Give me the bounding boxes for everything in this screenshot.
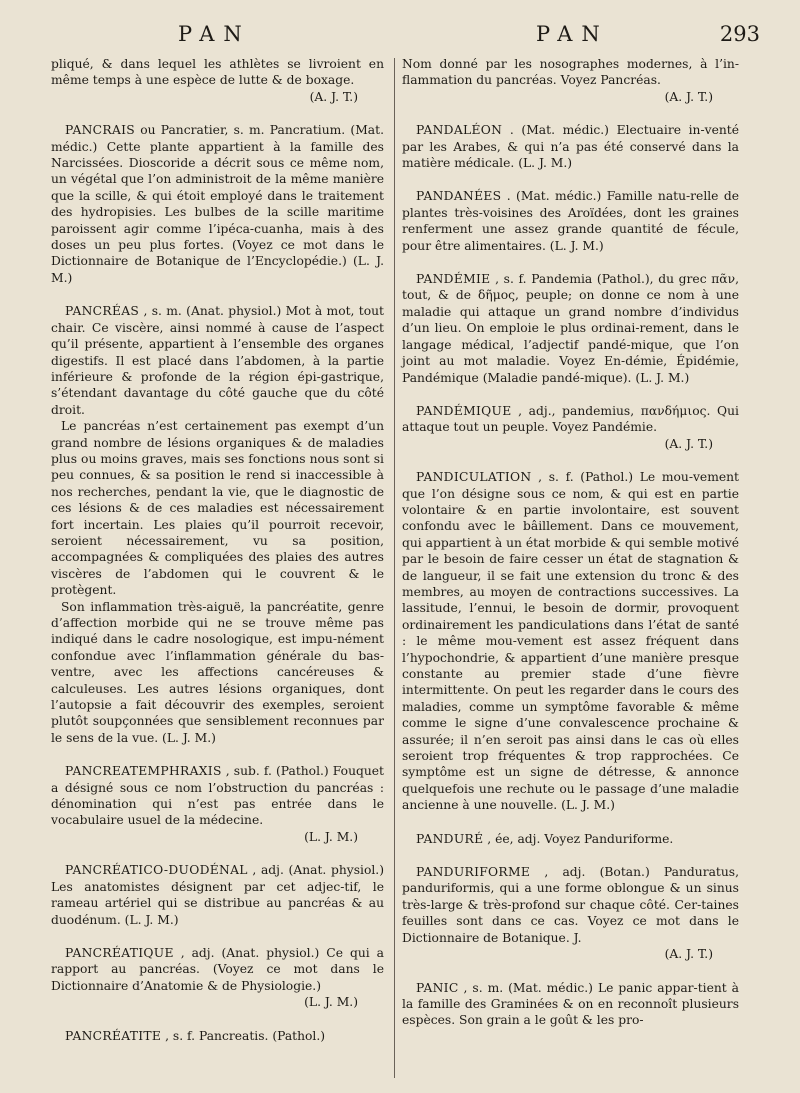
entry-headword: PANCRÉATICO-DUODÉNAL: [65, 863, 248, 878]
entry-text: , s. m. (Anat. physiol.) Mot à mot, tout chair. Ce viscère, ainsi nommé à cause de l’aspect qu’il présente, appartient à l’ensemble des organes digestifs. Il est placé dans l’abdomen, à la partie inférieure & profonde de la région épi-gastrique, s’étendant davantage du côté gauche que du côté droit.: [51, 304, 384, 417]
entry-headword: PANCRÉATITE: [65, 1028, 162, 1043]
dictionary-entry: [402, 122, 739, 171]
dictionary-entry: [51, 303, 384, 418]
entry-text: , adj. (Anat. physiol.) Les anatomistes désignent par cet adjec-tif, le rameau artériel qui se distribue au pancréas & au duodénum. (L. J. M.): [51, 863, 384, 927]
entry-text: , s. m. (Mat. médic.) Le panic appar-tient à la famille des Graminées & on en reconnoît plusieurs espèces. Son grain a le goût & les pro-: [402, 980, 739, 1028]
dictionary-entry: [402, 403, 739, 452]
dictionary-entry: [402, 188, 739, 254]
dictionary-entry: [51, 763, 384, 845]
entry-headword: PANDURIFORME: [416, 865, 531, 880]
author-signature: (L. J. M.): [304, 829, 358, 844]
entry-text: , s. f. Pandemia (Pathol.), du grec πᾶν, tout, & de δῆμος, peuple; on donne ce nom à une maladie qui attaque un grand nombre d’individus d’un lieu. On emploie le plus ordinai-rement, dans le langage médical, l’adjectif pandé-mique, que l’on joint au mot maladie. Voyez En-démie, Épidémie, Pandémique (Maladie pandé-mique). (L. J. M.): [402, 272, 739, 385]
entry-text: , sub. f. (Pathol.) Fouquet a désigné sous ce nom l’obstruction du pancréas : dénomination qui n’est pas entrée dans le vocabulaire usuel de la médecine.: [51, 764, 384, 828]
entry-text: . (Mat. médic.) Famille natu-relle de plantes très-voisines des Aroïdées, dont les graines renferment une assez grande quantité de fécule, pour être alimentaires. (L. J. M.): [402, 189, 739, 253]
entry-text: , s. f. Pancreatis. (Pathol.): [161, 1028, 326, 1043]
entry-text: pliqué, & dans lequel les athlètes se livroient en même temps à une espèce de lutte & de boxage.: [51, 57, 384, 88]
entry-text: , s. f. (Pathol.) Le mou-vement que l’on désigne sous ce nom, & qui est en partie volontaire & en partie involontaire, est souvent confondu avec le bâillement. Dans ce mouvement, qui appartient à un état morbide & qui semble motivé par le besoin de faire cesser un état de stagnation & de langueur, il se fait une extension du tronc & des membres, au moyen de contractions successives. La lassitude, l’ennui, le besoin de dormir, provoquent ordinairement les pandiculations dans l’état de santé : le même mou-vement est assez fréquent dans l’hypochondrie, & appartient d’une manière presque constante au premier stade d’une fièvre intermittente. On peut les regarder dans le cours des maladies, comme un symptôme favorable & même comme le signe d’une convalescence prochaine & assurée; il n’en seroit pas ainsi dans le cas où elles seroient trop fréquentes & trop rapprochées. Ce symptôme est un signe de détresse, & annonce quelquefois une rechute ou le passage d’une maladie ancienne à une nouvelle. (L. J. M.): [402, 470, 739, 813]
entry-text: ou Pancratier, s. m. Pancratium. (Mat. médic.) Cette plante appartient à la famille des Narcissées. Dioscoride a décrit sous ce même nom, un végétal que l’on administroit de la même manière que la scille, & qui étoit employé dans le traitement des hydropisies. Les bulbes de la scille maritime paroissent agir comme l’ipéca-cuanha, mais à des doses un peu plus fortes. (Voyez ce mot dans le Dictionnaire de Botanique de l’Encyclopédie.) (L. J. M.): [51, 123, 384, 285]
entry-text: , adj., pandemius, πανδήμιος. Qui attaque tout un peuple. Voyez Pandémie.: [402, 403, 739, 435]
dictionary-entry: [51, 862, 384, 928]
dictionary-entry: [51, 945, 384, 1011]
author-signature: (A. J. T.): [664, 947, 713, 962]
entry-headword: PANCRAIS: [65, 123, 136, 138]
right-column: [402, 56, 739, 1029]
entry-headword: PANDANÉES: [416, 189, 502, 204]
dictionary-entry: [402, 980, 739, 1029]
entry-headword: PANDÉMIQUE: [416, 403, 512, 418]
left-column: [51, 56, 384, 1044]
entry-text: Son inflammation très-aiguë, la pancréatite, genre d’affection morbide qui ne se trouve même pas indiqué dans le cadre nosologique, est impu-nément confondue avec l’inflammation générale du bas-ventre, avec les affections cancéreuses & calculeuses. Les autres lésions organiques, dont l’autopsie a fait découvrir des exemples, seroient plutôt soupçonnées que sensiblement reconnues par le sens de la vue. (L. J. M.): [51, 599, 384, 745]
entry-text: Nom donné par les nosographes modernes, à l’in-flammation du pancréas. Voyez Pancréas.: [402, 57, 739, 88]
dictionary-entry: [402, 864, 739, 962]
entry-text: , adj. (Botan.) Panduratus, panduriformis, qui a une forme oblongue & un sinus très-large & très-profond sur chaque côté. Cer-taines feuilles sont dans ce cas. Voyez ce mot dans le Dictionnaire de Botanique. J.: [402, 865, 739, 945]
entry-paragraph: [51, 418, 384, 598]
author-signature: (A. J. T.): [664, 89, 713, 104]
entry-headword: PANDURÉ: [416, 831, 484, 846]
running-head-left: PAN: [178, 22, 251, 46]
entry-text: . (Mat. médic.) Electuaire in-venté par les Arabes, & qui n’a pas été conservé dans la matière médicale. (L. J. M.): [402, 123, 739, 171]
entry-headword: PANIC: [416, 980, 459, 995]
column-rule: [394, 58, 395, 1078]
entry-headword: PANCRÉATIQUE: [65, 945, 174, 960]
entry-headword: PANCRÉAS: [65, 304, 140, 319]
continued-text: [51, 56, 384, 105]
entry-paragraph: [51, 599, 384, 747]
entry-headword: PANCREATEMPHRAXIS: [65, 764, 222, 779]
continued-text: [402, 56, 739, 105]
author-signature: (A. J. T.): [664, 436, 713, 451]
dictionary-entry: [402, 831, 739, 847]
entry-text: , adj. (Anat. physiol.) Ce qui a rapport au pancréas. (Voyez ce mot dans le Dictionnaire d’Anatomie & de Physiologie.): [51, 945, 384, 993]
entry-headword: PANDICULATION: [416, 470, 532, 485]
author-signature: (A. J. T.): [309, 89, 358, 104]
page-number: 293: [719, 22, 760, 46]
entry-text: Le pancréas n’est certainement pas exempt d’un grand nombre de lésions organiques & de maladies plus ou moins graves, mais ses fonctions nous sont si peu connues, & sa position le rend si inaccessible à nos recherches, pendant la vie, que le diagnostic de ces lésions & de ces maladies est nécessairement fort incertain. Les plaies qu’il pourroit recevoir, seroient nécessairement, vu sa position, accompagnées & compliquées des plaies des autres viscères de l’abdomen qui le couvrent & le protègent.: [51, 419, 384, 598]
dictionary-entry: [402, 469, 739, 814]
running-head-right: PAN: [536, 22, 609, 46]
dictionary-entry: [51, 122, 384, 286]
entry-headword: PANDÉMIE: [416, 272, 491, 287]
entry-text: , ée, adj. Voyez Panduriforme.: [483, 831, 674, 846]
author-signature: (L. J. M.): [304, 995, 358, 1010]
dictionary-entry: [402, 271, 739, 386]
entry-headword: PANDALÉON: [416, 123, 503, 138]
dictionary-entry: [51, 1028, 384, 1044]
